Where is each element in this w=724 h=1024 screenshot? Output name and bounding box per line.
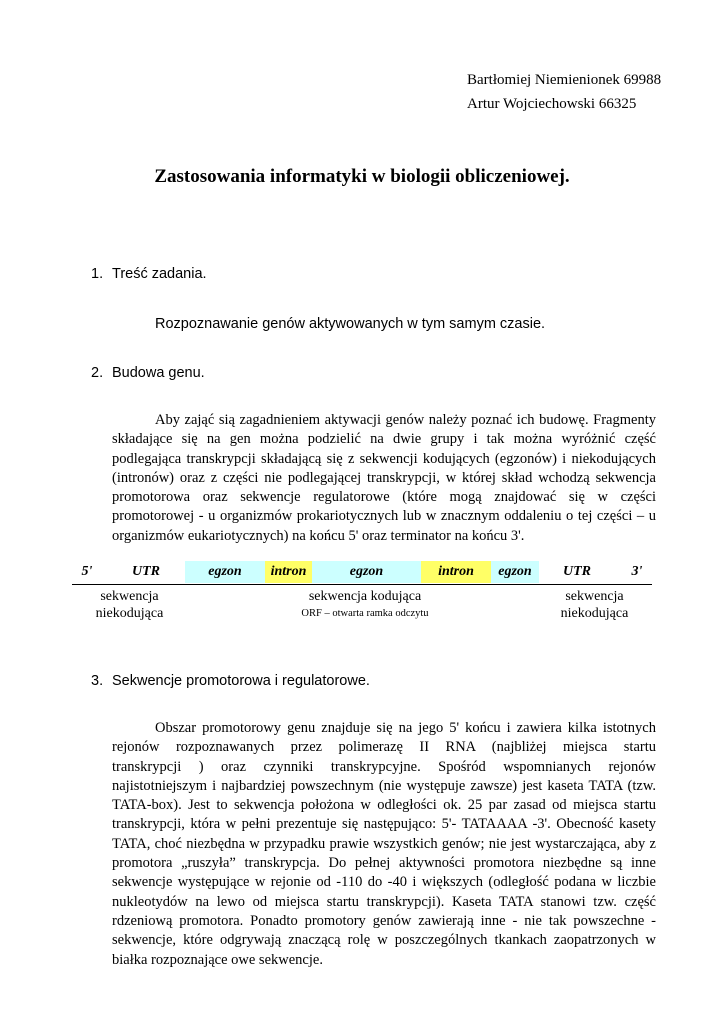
paragraph-line: transkrypcji, która w pełni prezentuje się następująco: 5'- TATAAAA -3'. Obecność kasety: [112, 816, 656, 833]
section-1-title: Treść zadania.: [112, 266, 207, 282]
orf-label: ORF – otwarta ramka odczytu: [301, 608, 429, 619]
left-label-line-1: sekwencja: [100, 589, 159, 604]
author-1: Bartłomiej Niemienionek 69988: [467, 72, 662, 88]
section-3-title: Sekwencje promotorowa i regulatorowe.: [112, 673, 370, 689]
section-2-heading: [91, 365, 205, 381]
section-1-subtitle: Rozpoznawanie genów aktywowanych w tym samym czasie.: [155, 316, 546, 332]
paragraph-line: TATA, choć niezbędna w przypadku prawie wszystkich genów; nie jest wystarczająca, aby z: [112, 835, 656, 852]
segment-exon-3: egzon: [491, 561, 539, 583]
section-3-heading: [91, 673, 370, 689]
segment-exon-2: egzon: [312, 561, 421, 583]
left-label-line-2: niekodująca: [95, 606, 164, 621]
page-title: Zastosowania informatyki w biologii obliczeniowej.: [154, 166, 570, 187]
segment-3-prime: 3': [631, 564, 643, 579]
left-noncoding-label: [72, 588, 187, 622]
segment-utr-right: UTR: [563, 564, 591, 579]
paragraph-line: promotora „ruszyła” transkrypcja. Do pełnej aktywności promotora niezbędne są inne: [112, 855, 656, 872]
coding-label-title: sekwencja kodująca: [308, 589, 422, 604]
section-2-title: Budowa genu.: [112, 365, 205, 381]
paragraph-line: Obszar promotorowy genu znajduje się na jego 5' końcu i zawiera kilka istotnych: [155, 720, 656, 736]
paragraph-line: białka rozpoznające owe sekwencje.: [112, 951, 323, 968]
paragraph-line: promotorowej - u organizmów prokariotycznych lub w znacznym oddaleniu o tej części – u: [112, 508, 656, 525]
paragraph-line: rdzeniową promotora. Ponadto promotory genów zawierają inne - nie tak powszechne -: [112, 912, 656, 929]
paragraph-line: sekwencje występujące w rejonie od -110 do -40 i większych (odległość podana w liczbie: [112, 874, 656, 891]
paragraph-line: promotorowa oraz sekwencje regulatorowe (które mogą znajdować się w części: [112, 489, 656, 506]
paragraph-line: TATA-box). Jest to sekwencja położona w odległości ok. 25 par zasad od miejsca startu: [112, 797, 656, 814]
paragraph-line: organizmów eukariotycznych) na końcu 5' oraz terminator na końcu 3'.: [112, 527, 525, 544]
segment-intron-1: intron: [265, 561, 312, 583]
paragraph-line: najistotniejszym i najbardziej powszechnym (nie występuje zawsze) jest kaseta TATA (tzw.: [112, 777, 656, 794]
gene-divider-line: [72, 584, 652, 585]
segment-intron-2: intron: [421, 561, 491, 583]
coding-label: [225, 588, 505, 622]
segment-exon-1: egzon: [185, 561, 265, 583]
segment-utr-left: UTR: [132, 564, 160, 579]
paragraph-line: sekwencje, które odgrywają znaczącą rolę w poszczególnych tkankach zaopatrzonych w: [112, 932, 656, 949]
right-label-line-2: niekodująca: [560, 606, 629, 621]
paragraph-line: (intronów) oraz z części nie podlegającej transkrypcji, w której skład wchodzą sekwencja: [112, 469, 656, 486]
paragraph-line: składające się na gen można podzielić na dwie grupy i tak można wyróżnić część: [112, 431, 656, 448]
paragraph-line: podlegająca transkrypcji składającą się z sekwencji kodujących (egzonów) i niekodujących: [112, 450, 656, 467]
gene-diagram: [72, 561, 652, 583]
section-2-number: 2.: [91, 365, 104, 381]
segment-5-prime: 5': [81, 564, 93, 579]
section-1-number: 1.: [91, 266, 104, 282]
paragraph-line: Aby zająć sią zagadnieniem aktywacji genów należy poznać ich budowę. Fragmenty: [155, 412, 656, 428]
author-2: Artur Wojciechowski 66325: [467, 96, 637, 112]
right-label-line-1: sekwencja: [565, 589, 624, 604]
section-3-paragraph: [112, 719, 656, 970]
right-noncoding-label: [537, 588, 652, 622]
paragraph-line: nukleotydów na lewo od miejsca startu transkrypcji). Kaseta TATA stanowi tzw. część: [112, 893, 656, 910]
section-3-number: 3.: [91, 673, 104, 689]
paragraph-line: rejonów rozpoznawanych przez polimerazę II RNA (najbliżej miejsca startu: [112, 739, 656, 756]
section-2-paragraph: [112, 411, 656, 546]
authors-block: [467, 68, 661, 116]
section-1-heading: [91, 266, 207, 282]
paragraph-line: transkrypcji ) oraz czynniki transkrypcyjne. Spośród wspomnianych rejonów: [112, 758, 656, 775]
